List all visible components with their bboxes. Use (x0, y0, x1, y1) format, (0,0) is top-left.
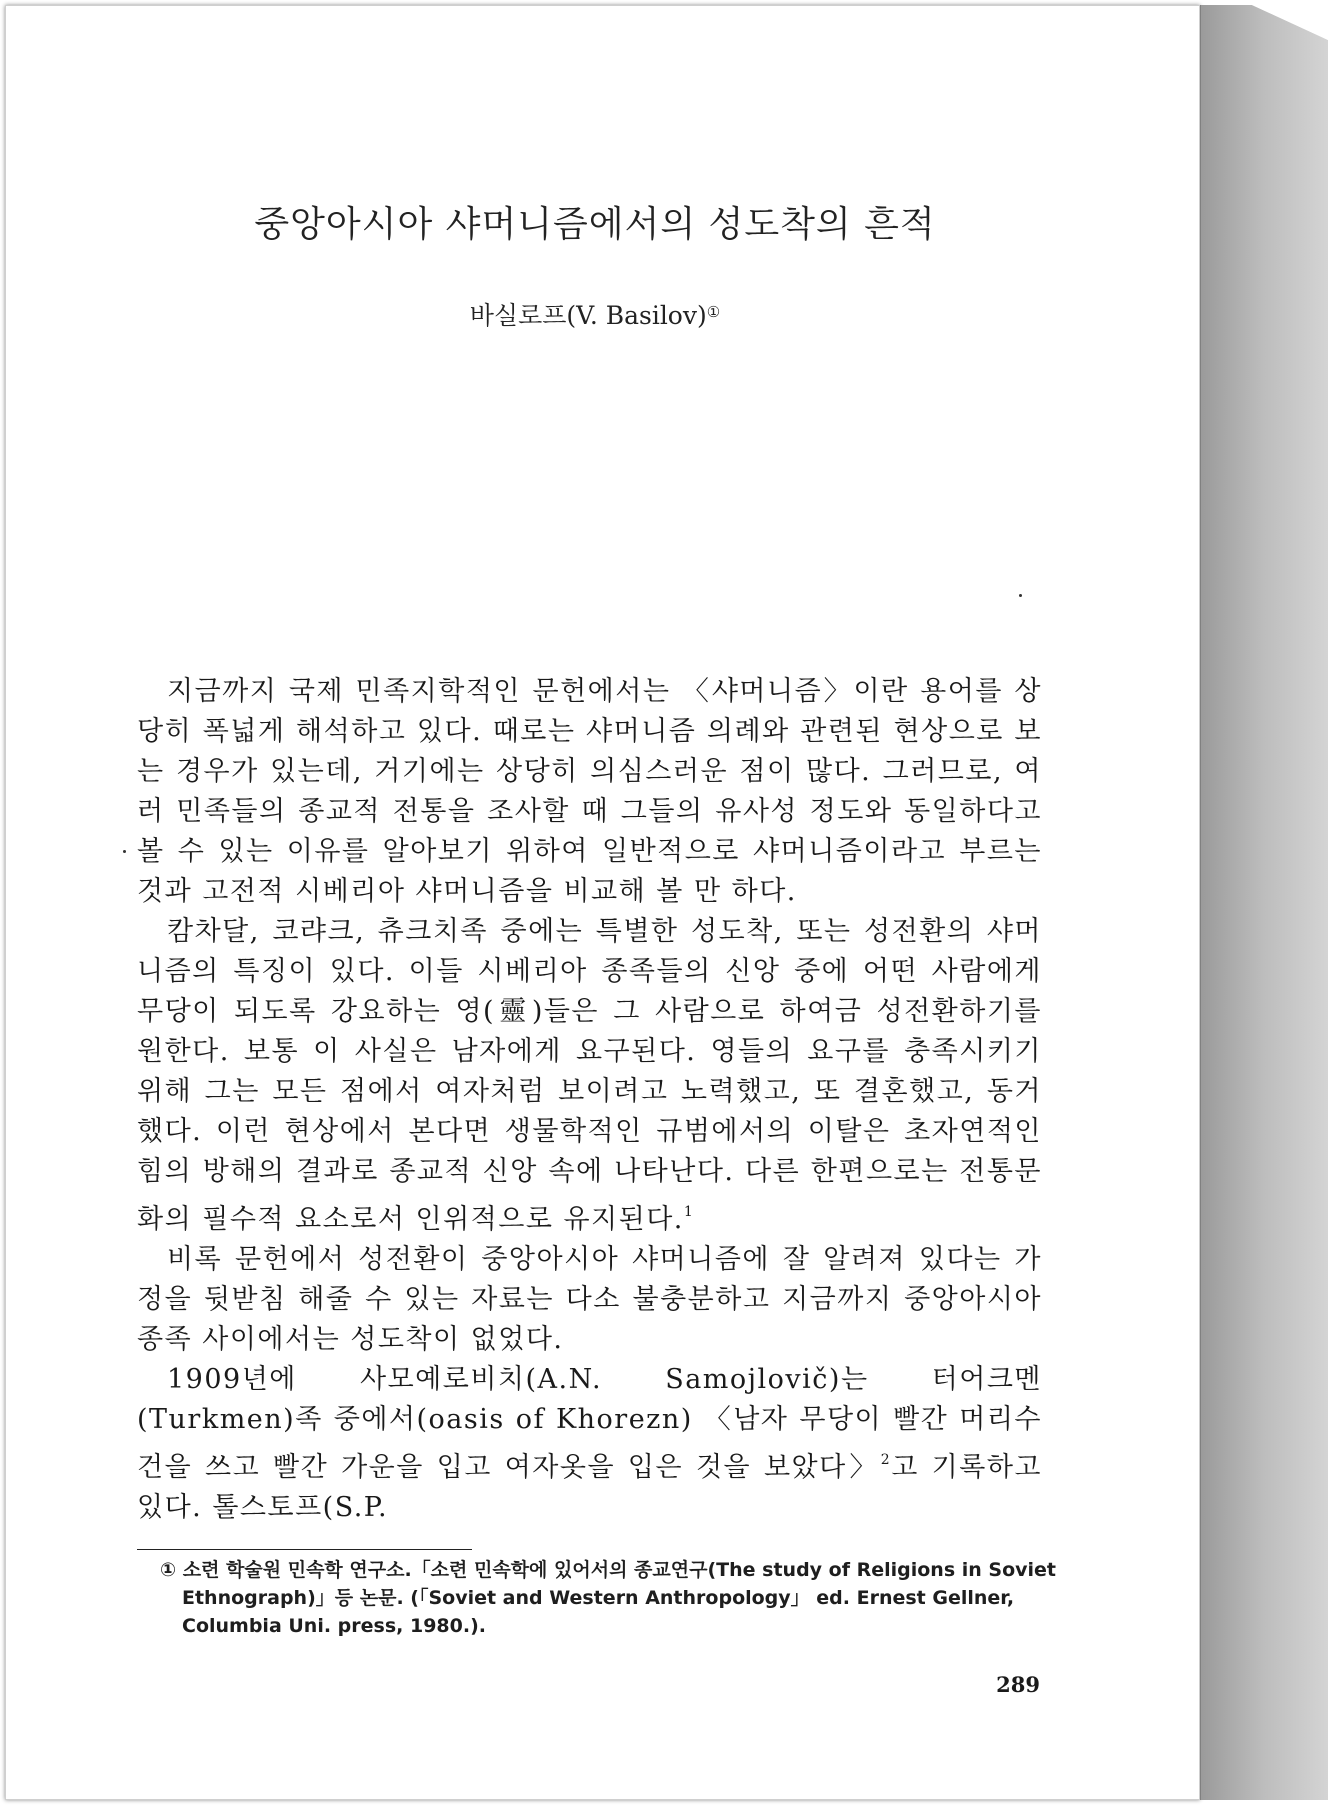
body-paragraph (137, 1360, 1042, 1528)
footnote-ref: 2 (880, 1452, 892, 1468)
article-body (137, 672, 1042, 1528)
scan-speck (123, 850, 126, 853)
body-paragraph-text: 1909년에 사모예로비치(A.N. Samojlovič)는 터어크멘 (Turkmen)족 중에서(oasis of Khorezn) 〈남자 무당이 빨간 머리수건을 쓰고 빨간 가운을 입고 여자옷을 입은 것을 보았다〉 (137, 1364, 1042, 1483)
body-paragraph: 지금까지 국제 민족지학적인 문헌에서는 〈샤머니즘〉이란 용어를 상당히 폭넓게 해석하고 있다. 때로는 샤머니즘 의례와 관련된 현상으로 보는 경우가 있는데, 거기에는 상당히 의심스러운 점이 많다. 그러므로, 여러 민족들의 종교적 전통을 조사할 때 그들의 유사성 정도와 동일하다고 볼 수 있는 이유를 알아보기 위하여 일반적으로 샤머니즘이라고 부르는 것과 고전적 시베리아 샤머니즘을 비교해 볼 만 하다. (137, 676, 1042, 907)
footnote-text: 소련 학술원 민속학 연구소.「소련 민속학에 있어서의 종교연구(The study of Religions in Soviet Ethnograph)」등 논문. (「Soviet and Western Anthropology」 ed. Ernest Gellner, Columbia Uni. press, 1980.). (182, 1559, 1057, 1637)
body-paragraph-text: 고 기록하고 있다. 톨스토프(S.P. (137, 1452, 1042, 1523)
body-paragraph-text: 캄차달, 코랴크, 츄크치족 중에는 특별한 성도착, 또는 성전환의 샤머니즘의 특징이 있다. 이들 시베리아 종족들의 신앙 중에 어떤 사람에게 무당이 되도록 강요하는 영(靈)들은 그 사람으로 하여금 성전환하기를 원한다. 보통 이 사실은 남자에게 요구된다. 영들의 요구를 충족시키기 위해 그는 모든 점에서 여자처럼 보이려고 노력했고, 또 결혼했고, 동거했다. 이런 현상에서 본다면 생물학적인 규범에서의 이탈은 초자연적인 힘의 방해의 결과로 종교적 신앙 속에 나타난다. 다른 한편으로는 전통문화의 필수적 요소로서 인위적으로 유지된다. (137, 916, 1042, 1235)
scan-speck (1019, 594, 1022, 597)
body-paragraph (137, 912, 1042, 1240)
author-name: 바실로프(V. Basilov) (469, 301, 707, 330)
article-title: 중앙아시아 샤머니즘에서의 성도착의 흔적 (254, 204, 936, 245)
footnote (160, 1556, 1062, 1640)
page-number: 289 (996, 1672, 1040, 1697)
author-note-marker: ① (706, 303, 721, 321)
footnote-separator (137, 1549, 472, 1550)
footnote-marker: ① (160, 1559, 177, 1581)
body-paragraph: 비록 문헌에서 성전환이 중앙아시아 샤머니즘에 잘 알려져 있다는 가정을 뒷받침 해줄 수 있는 자료는 다소 불충분하고 지금까지 중앙아시아 종족 사이에서는 성도착이 없었다. (137, 1244, 1042, 1355)
book-edge-shading (1200, 5, 1328, 1800)
footnote-ref: 1 (683, 1204, 695, 1220)
author-line (120, 296, 1070, 332)
